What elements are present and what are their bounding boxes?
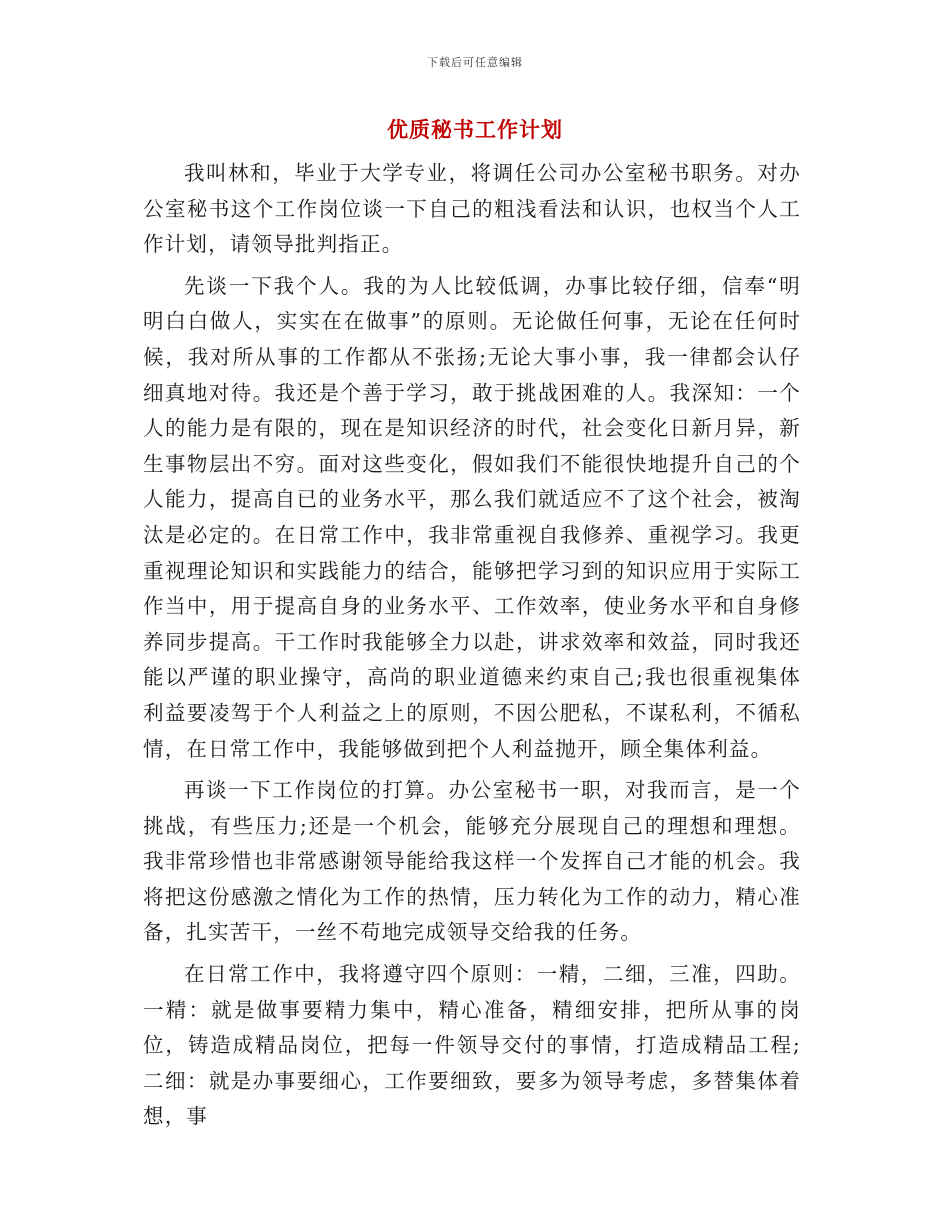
paragraph-principles: 在日常工作中，我将遵守四个原则：一精，二细，三准，四助。一精：就是做事要精力集中，精心准备，精细安排，把所从事的岗位，铸造成精品岗位，把每一件领导交付的事情，打造成精品工程;二细：就是办事要细心，工作要细致，要多为领导考虑，多替集体着想，事 <box>143 962 801 1129</box>
header-note: 下载后可任意编辑 <box>427 56 523 69</box>
paragraph-introduction: 我叫林和，毕业于大学专业，将调任公司办公室秘书职务。对办公室秘书这个工作岗位谈一下自己的粗浅看法和认识，也权当个人工作计划，请领导批判指正。 <box>143 161 801 257</box>
paragraph-job-plan: 再谈一下工作岗位的打算。办公室秘书一职，对我而言，是一个挑战，有些压力;还是一个机会，能够充分展现自己的理想和理想。我非常珍惜也非常感谢领导能给我这样一个发挥自己才能的机会。我将把这份感激之情化为工作的热情，压力转化为工作的动力，精心准备，扎实苦干，一丝不苟地完成领导交给我的任务。 <box>143 778 801 945</box>
document-body <box>143 156 801 1135</box>
document-title: 优质秘书工作计划 <box>387 117 563 142</box>
paragraph-personal: 先谈一下我个人。我的为人比较低调，办事比较仔细，信奉“明明白白做人，实实在在做事”的原则。无论做任何事，无论在任何时候，我对所从事的工作都从不张扬;无论大事小事，我一律都会认仔细真地对待。我还是个善于学习，敢于挑战困难的人。我深知：一个人的能力是有限的，现在是知识经济的时代，社会变化日新月异，新生事物层出不穷。面对这些变化，假如我们不能很快地提升自己的个人能力，提高自已的业务水平，那么我们就适应不了这个社会，被淘汰是必定的。在日常工作中，我非常重视自我修养、重视学习。我更重视理论知识和实践能力的结合，能够把学习到的知识应用于实际工作当中，用于提高自身的业务水平、工作效率，使业务水平和自身修养同步提高。干工作时我能够全力以赴，讲求效率和效益，同时我还能以严谨的职业操守，高尚的职业道德来约束自己;我也很重视集体利益要凌驾于个人利益之上的原则，不因公肥私，不谋私利，不循私情，在日常工作中，我能够做到把个人利益抛开，顾全集体利益。 <box>143 273 801 761</box>
